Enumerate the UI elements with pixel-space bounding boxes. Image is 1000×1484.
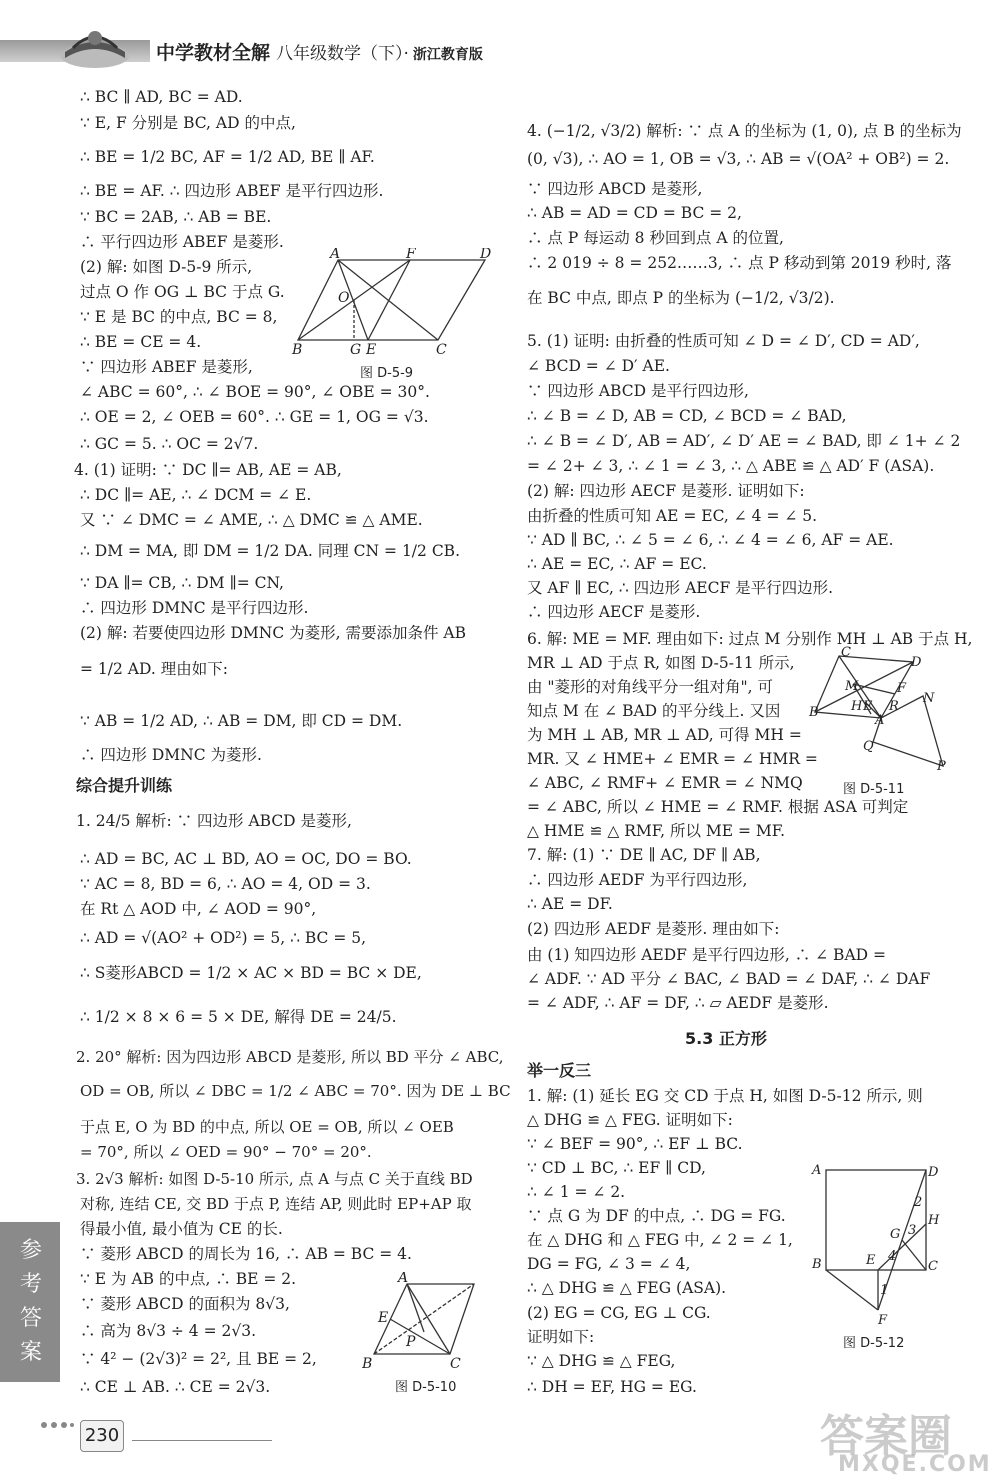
text-line: 3. 2√3 解析: 如图 D-5-10 所示, 点 A 与点 C 关于直线 BD xyxy=(76,1170,473,1188)
text-line: ∵ 四边形 ABCD 是菱形, xyxy=(527,180,703,198)
text-line: (0, √3), ∴ AO = 1, OB = √3, ∴ AB = √(OA² + OB²) = 2. xyxy=(527,150,950,168)
text-line: = ∠ 2+ ∠ 3, ∴ ∠ 1 = ∠ 3, ∴ △ ABE ≌ △ AD′ F (ASA). xyxy=(527,457,935,475)
text-line: ∴ 2 019 ÷ 8 = 252……3, ∴ 点 P 移动到第 2019 秒时, 落 xyxy=(527,254,952,272)
fig-label: A xyxy=(330,248,341,262)
text-line: 为 MH ⊥ AB, MR ⊥ AD, 可得 MH = xyxy=(527,726,802,744)
text-line: ∵ E, F 分别是 BC, AD 的中点, xyxy=(80,114,296,132)
text-line: 由 (1) 知四边形 AEDF 是平行四边形, ∴ ∠ BAD = xyxy=(527,946,886,964)
text-line: 又 AF ∥ EC, ∴ 四边形 AECF 是平行四边形. xyxy=(527,579,834,597)
fig-label: B xyxy=(812,1257,822,1272)
text-line: ∵ BC = 2AB, ∴ AB = BE. xyxy=(80,208,272,226)
text-line: ∵ DA ∥= CB, ∴ DM ∥= CN, xyxy=(80,574,284,592)
text-line: 6. 解: ME = MF. 理由如下: 过点 M 分别作 MH ⊥ AB 于点 H, xyxy=(527,630,973,648)
text-line: ∠ ADF. ∵ AD 平分 ∠ BAC, ∠ BAD = ∠ DAF, ∴ ∠ DAF xyxy=(527,970,931,988)
fig-label: Q xyxy=(863,739,874,754)
text-line: ∴ ∠ B = ∠ D′, AB = AD′, ∠ D′ AE = ∠ BAD, 即 ∠ 1+ ∠ 2 xyxy=(527,432,961,450)
text-line: 过点 O 作 OG ⊥ BC 于点 G. xyxy=(80,283,285,301)
text-line: ∴ AD = √(AO² + OD²) = 5, ∴ BC = 5, xyxy=(80,929,367,947)
fig-label: F xyxy=(878,1313,888,1328)
text-line: ∵ 四边形 ABEF 是菱形, xyxy=(80,358,253,376)
text-line: 2. 20° 解析: 因为四边形 ABCD 是菱形, 所以 BD 平分 ∠ ABC, xyxy=(76,1048,504,1066)
fig-label: A xyxy=(398,1272,409,1286)
text-line: = 70°, 所以 ∠ OED = 90° − 70° = 20°. xyxy=(80,1143,372,1161)
text-line: △ HME ≌ △ RMF, 所以 ME = MF. xyxy=(527,822,786,840)
fig-label: H xyxy=(928,1213,940,1228)
text-line: 在 BC 中点, 即点 P 的坐标为 (−1/2, √3/2). xyxy=(527,289,835,307)
text-line: ∴ ∠ 1 = ∠ 2. xyxy=(527,1183,626,1201)
figure-d-5-11 xyxy=(805,644,955,774)
text-line: ∴ 平行四边形 ABEF 是菱形. xyxy=(80,233,284,251)
watermark-logo: 答案圈 xyxy=(820,1411,952,1462)
section-heading: 举一反三 xyxy=(527,1061,592,1080)
fig-label: M xyxy=(845,679,859,694)
text-line: ∠ ABC = 60°, ∴ ∠ BOE = 90°, ∠ OBE = 30°. xyxy=(80,383,430,401)
text-line: ∵ 4² − (2√3)² = 2², 且 BE = 2, xyxy=(80,1350,317,1368)
fig-label: D xyxy=(480,248,492,262)
text-line: 证明如下: xyxy=(527,1328,595,1346)
text-line: 于点 E, O 为 BD 的中点, 所以 OE = OB, 所以 ∠ OEB xyxy=(80,1118,454,1136)
text-line: (2) EG = CG, EG ⊥ CG. xyxy=(527,1304,711,1322)
page-header xyxy=(0,0,1000,80)
fig-label: R xyxy=(889,699,899,714)
sidebar-tab xyxy=(0,1222,60,1382)
text-line: ∴ S菱形ABCD = 1/2 × AC × BD = BC × DE, xyxy=(80,964,422,982)
fig-label: E xyxy=(378,1310,389,1326)
text-line: ∴ BE = CE = 4. xyxy=(80,333,202,351)
text-line: = ∠ ADF, ∴ AF = DF, ∴ ▱ AEDF 是菱形. xyxy=(527,994,829,1012)
fig-label: P xyxy=(937,759,946,774)
fig-label: C xyxy=(928,1259,938,1274)
text-line: △ DHG ≌ △ FEG. 证明如下: xyxy=(527,1111,733,1129)
fig-label: A xyxy=(812,1163,822,1178)
figure-caption: 图 D-5-9 xyxy=(360,366,414,381)
text-line: ∴ 四边形 DMNC 是平行四边形. xyxy=(80,599,309,617)
watermark-site: MXQE.COM xyxy=(838,1452,992,1477)
figure-caption: 图 D-5-11 xyxy=(843,782,905,797)
text-line: ∴ DC ∥= AE, ∴ ∠ DCM = ∠ E. xyxy=(80,486,312,504)
fig-label: 4 xyxy=(888,1249,897,1264)
fig-label: B xyxy=(362,1356,373,1372)
text-line: ∵ E 是 BC 的中点, BC = 8, xyxy=(80,308,278,326)
fig-label: E xyxy=(863,699,873,714)
book-edition: 浙江教育版 xyxy=(412,47,483,63)
text-line: ∴ GC = 5. ∴ OC = 2√7. xyxy=(80,435,259,453)
fig-label: A xyxy=(875,713,885,728)
text-line: ∵ AD ∥ BC, ∴ ∠ 5 = ∠ 6, ∴ ∠ 4 = ∠ 6, AF = AE. xyxy=(527,531,894,549)
text-line: ∵ 点 G 为 DF 的中点, ∴ DG = FG. xyxy=(527,1207,786,1225)
footer-dots-icon xyxy=(14,1420,74,1430)
text-line: ∵ 菱形 ABCD 的周长为 16, ∴ AB = BC = 4. xyxy=(80,1245,412,1263)
text-line: 在 Rt △ AOD 中, ∠ AOD = 90°, xyxy=(80,900,317,918)
text-line: ∵ 四边形 ABCD 是平行四边形, xyxy=(527,382,749,400)
header-title xyxy=(156,38,483,65)
text-line: ∴ BE = 1/2 BC, AF = 1/2 AD, BE ∥ AF. xyxy=(80,148,375,166)
text-line: ∴ DM = MA, 即 DM = 1/2 DA. 同理 CN = 1/2 CB. xyxy=(80,542,460,560)
text-line: ∴ AB = AD = CD = BC = 2, xyxy=(527,204,742,222)
text-line: OD = OB, 所以 ∠ DBC = 1/2 ∠ ABC = 70°. 因为 DE ⊥ BC xyxy=(80,1082,511,1100)
figure-caption: 图 D-5-12 xyxy=(843,1336,905,1351)
text-line: MR ⊥ AD 于点 R, 如图 D-5-11 所示, xyxy=(527,654,795,672)
fig-label: C xyxy=(450,1356,461,1372)
text-line: (2) 解: 四边形 AECF 是菱形. 证明如下: xyxy=(527,482,805,500)
book-subtitle: 八年级数学（下）· xyxy=(276,44,409,64)
text-line: = 1/2 AD. 理由如下: xyxy=(80,660,228,678)
text-line: ∠ BCD = ∠ D′ AE. xyxy=(527,357,670,375)
text-line: ∴ 四边形 AECF 是菱形. xyxy=(527,603,701,621)
section-heading: 5.3 正方形 xyxy=(685,1029,767,1048)
text-line: (2) 解: 若要使四边形 DMNC 为菱形, 需要添加条件 AB xyxy=(80,624,466,642)
text-line: = ∠ ABC, 所以 ∠ HME = ∠ RMF. 根据 ASA 可判定 xyxy=(527,798,909,816)
text-line: ∴ 高为 8√3 ÷ 4 = 2√3. xyxy=(80,1322,257,1340)
figure-caption: 图 D-5-10 xyxy=(395,1380,457,1395)
text-line: 5. (1) 证明: 由折叠的性质可知 ∠ D = ∠ D′, CD = AD′, xyxy=(527,332,920,350)
text-line: 7. 解: (1) ∵ DE ∥ AC, DF ∥ AB, xyxy=(527,846,761,864)
text-line: 对称, 连结 CE, 交 BD 于点 P, 连结 AP, 则此时 EP+AP 取 xyxy=(80,1195,472,1213)
fig-label: G xyxy=(350,342,362,358)
text-line: ∵ 菱形 ABCD 的面积为 8√3, xyxy=(80,1295,290,1313)
fig-label: E xyxy=(366,342,377,358)
text-line: ∴ BE = AF. ∴ 四边形 ABEF 是平行四边形. xyxy=(80,182,384,200)
text-line: ∴ CE ⊥ AB. ∴ CE = 2√3. xyxy=(80,1378,271,1396)
book-logo-icon xyxy=(55,22,135,72)
fig-label: 1 xyxy=(880,1283,889,1298)
fig-label: F xyxy=(406,248,416,262)
text-line: ∴ △ DHG ≌ △ FEG (ASA). xyxy=(527,1279,727,1297)
text-line: ∴ ∠ B = ∠ D, AB = CD, ∠ BCD = ∠ BAD, xyxy=(527,407,847,425)
text-line: 由 "菱形的对角线平分一组对角", 可 xyxy=(527,678,774,696)
text-line: ∵ △ DHG ≌ △ FEG, xyxy=(527,1352,676,1370)
fig-label: B xyxy=(292,342,303,358)
fig-label: H xyxy=(851,699,863,714)
fig-label: G xyxy=(890,1227,901,1242)
text-line: 又 ∵ ∠ DMC = ∠ AME, ∴ △ DMC ≌ △ AME. xyxy=(80,511,423,529)
text-line: (2) 解: 如图 D-5-9 所示, xyxy=(80,258,253,276)
text-line: MR. 又 ∠ HME+ ∠ EMR = ∠ HMR = xyxy=(527,750,818,768)
text-line: 得最小值, 最小值为 CE 的长. xyxy=(80,1220,283,1238)
footer-divider xyxy=(132,1440,272,1441)
fig-label: F xyxy=(897,681,907,696)
text-line: DG = FG, ∠ 3 = ∠ 4, xyxy=(527,1255,691,1273)
section-heading: 综合提升训练 xyxy=(76,776,173,795)
figure-d-5-9 xyxy=(290,248,500,358)
figure-d-5-12 xyxy=(808,1160,958,1330)
fig-label: B xyxy=(809,705,819,720)
text-line: ∴ BC ∥ AD, BC = AD. xyxy=(80,88,243,106)
text-line: (2) 四边形 AEDF 是菱形. 理由如下: xyxy=(527,920,780,938)
text-line: ∴ OE = 2, ∠ OEB = 60°. ∴ GE = 1, OG = √3. xyxy=(80,408,429,426)
text-line: ∠ ABC, ∠ RMF+ ∠ EMR = ∠ NMQ xyxy=(527,774,803,792)
text-line: ∵ CD ⊥ BC, ∴ EF ∥ CD, xyxy=(527,1159,706,1177)
text-line: 4. (−1/2, √3/2) 解析: ∵ 点 A 的坐标为 (1, 0), 点 B 的坐标为 xyxy=(527,122,962,140)
text-line: ∴ 四边形 DMNC 为菱形. xyxy=(80,746,262,764)
text-line: 1. 解: (1) 延长 EG 交 CD 于点 H, 如图 D-5-12 所示, 则 xyxy=(527,1087,923,1105)
fig-label: O xyxy=(338,290,350,306)
text-line: 在 △ DHG 和 △ FEG 中, ∠ 2 = ∠ 1, xyxy=(527,1231,793,1249)
text-line: 4. (1) 证明: ∵ DC ∥= AB, AE = AB, xyxy=(74,461,342,479)
text-line: ∴ AE = DF. xyxy=(527,895,613,913)
text-line: ∴ DH = EF, HG = EG. xyxy=(527,1378,697,1396)
sidebar-tab-label: 参考答案 xyxy=(19,1238,42,1365)
text-line: 1. 24/5 解析: ∵ 四边形 ABCD 是菱形, xyxy=(76,812,352,830)
fig-label: P xyxy=(406,1334,416,1350)
text-line: ∴ AE = EC, ∴ AF = EC. xyxy=(527,555,707,573)
text-line: ∴ AD = BC, AC ⊥ BD, AO = OC, DO = BO. xyxy=(80,850,412,868)
text-line: 知点 M 在 ∠ BAD 的平分线上. 又因 xyxy=(527,702,781,720)
fig-label: D xyxy=(911,655,922,670)
figure-d-5-10 xyxy=(362,1272,482,1372)
fig-label: C xyxy=(436,342,447,358)
fig-label: E xyxy=(866,1253,876,1268)
book-title: 中学教材全解 xyxy=(156,42,271,64)
text-line: ∵ AB = 1/2 AD, ∴ AB = DM, 即 CD = DM. xyxy=(80,712,403,730)
fig-label: C xyxy=(841,645,851,660)
text-line: ∴ 四边形 AEDF 为平行四边形, xyxy=(527,871,748,889)
text-line: ∵ E 为 AB 的中点, ∴ BE = 2. xyxy=(80,1270,297,1288)
text-line: ∵ AC = 8, BD = 6, ∴ AO = 4, OD = 3. xyxy=(80,875,371,893)
fig-label: N xyxy=(923,691,935,706)
text-line: 由折叠的性质可知 AE = EC, ∠ 4 = ∠ 5. xyxy=(527,507,818,525)
fig-label: 2 xyxy=(914,1195,923,1210)
text-line: ∴ 1/2 × 8 × 6 = 5 × DE, 解得 DE = 24/5. xyxy=(80,1008,397,1026)
fig-label: D xyxy=(928,1165,939,1180)
fig-label: 3 xyxy=(908,1223,917,1238)
page-number: 230 xyxy=(80,1420,124,1452)
text-line: ∴ 点 P 每运动 8 秒回到点 A 的位置, xyxy=(527,229,784,247)
text-line: ∵ ∠ BEF = 90°, ∴ EF ⊥ BC. xyxy=(527,1135,743,1153)
